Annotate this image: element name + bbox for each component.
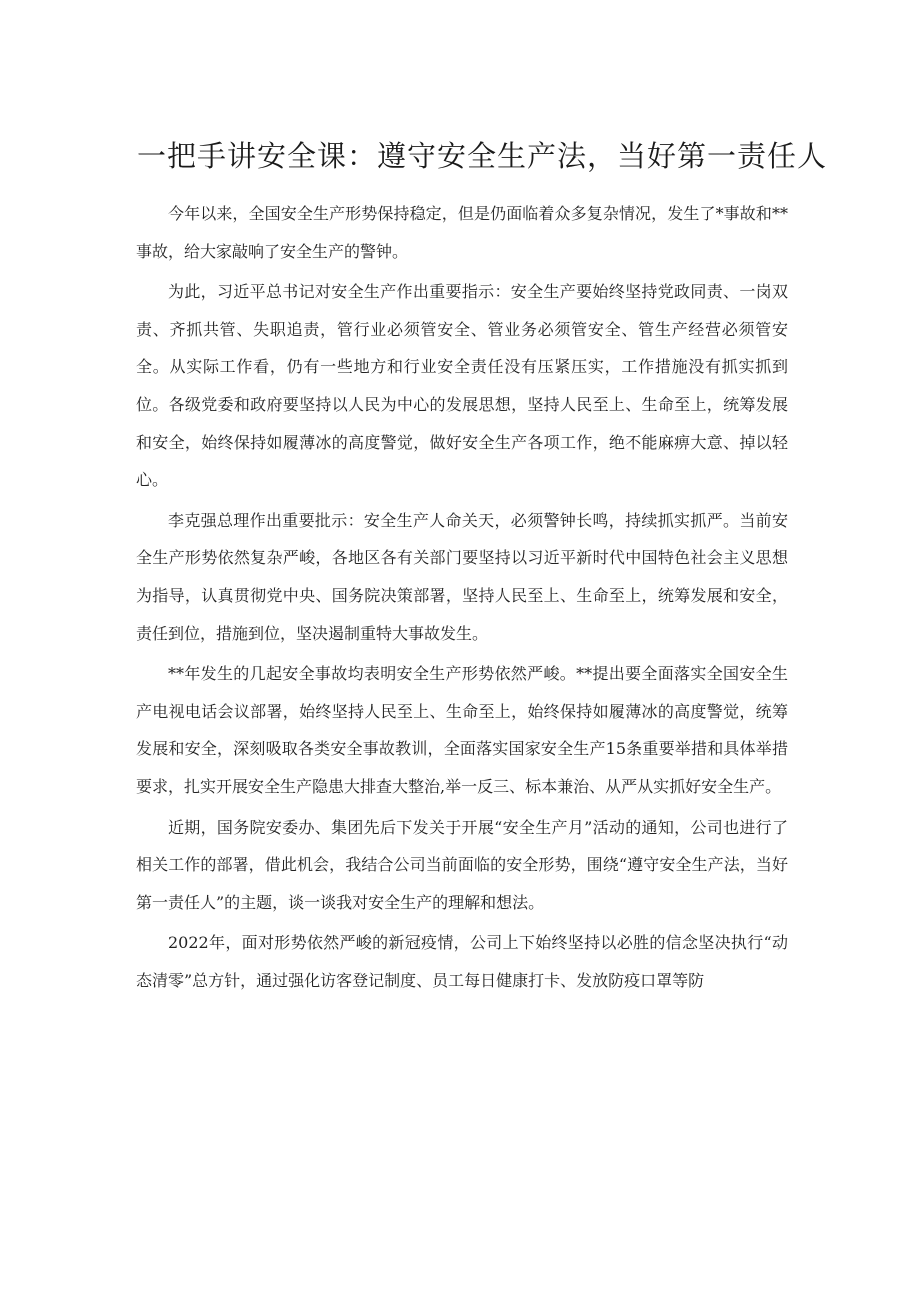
- paragraph-1: 今年以来，全国安全生产形势保持稳定，但是仍面临着众多复杂情况，发生了*事故和**事故，给大家敲响了安全生产的警钟。: [136, 204, 788, 261]
- paragraph-5: 近期，国务院安委办、集团先后下发关于开展“安全生产月”活动的通知，公司也进行了相关工作的部署，借此机会，我结合公司当前面临的安全形势，围绕“遵守安全生产法，当好第一责任人”的主题，谈一谈我对安全生产的理解和想法。: [136, 817, 788, 912]
- document-body: [136, 195, 788, 1002]
- paragraph-2: 为此，习近平总书记对安全生产作出重要指示：安全生产要始终坚持党政同责、一岗双责、齐抓共管、失职追责，管行业必须管安全、管业务必须管安全、管生产经营必须管安全。从实际工作看，仍有一些地方和行业安全责任没有压紧压实，工作措施没有抓实抓到位。各级党委和政府要坚持以人民为中心的发展思想，坚持人民至上、生命至上，统筹发展和安全，始终保持如履薄冰的高度警觉，做好安全生产各项工作，绝不能麻痹大意、掉以轻心。: [136, 282, 788, 490]
- document-title: 一把手讲安全课：遵守安全生产法，当好第一责任人: [137, 139, 828, 173]
- paragraph-6: 2022年，面对形势依然严峻的新冠疫情，公司上下始终坚持以必胜的信念坚决执行“动态清零”总方针，通过强化访客登记制度、员工每日健康打卡、发放防疫口罩等防: [136, 933, 788, 990]
- paragraph-4: **年发生的几起安全事故均表明安全生产形势依然严峻。**提出要全面落实全国安全生产电视电话会议部署，始终坚持人民至上、生命至上，始终保持如履薄冰的高度警觉，统筹发展和安全，深刻吸取各类安全事故教训，全面落实国家安全生产15条重要举措和具体举措要求，扎实开展安全生产隐患大排查大整治,举一反三、标本兼治、从严从实抓好安全生产。: [136, 664, 788, 796]
- paragraph-3: 李克强总理作出重要批示：安全生产人命关天，必须警钟长鸣，持续抓实抓严。当前安全生产形势依然复杂严峻，各地区各有关部门要坚持以习近平新时代中国特色社会主义思想为指导，认真贯彻党中央、国务院决策部署，坚持人民至上、生命至上，统筹发展和安全，责任到位，措施到位，坚决遏制重特大事故发生。: [136, 510, 788, 643]
